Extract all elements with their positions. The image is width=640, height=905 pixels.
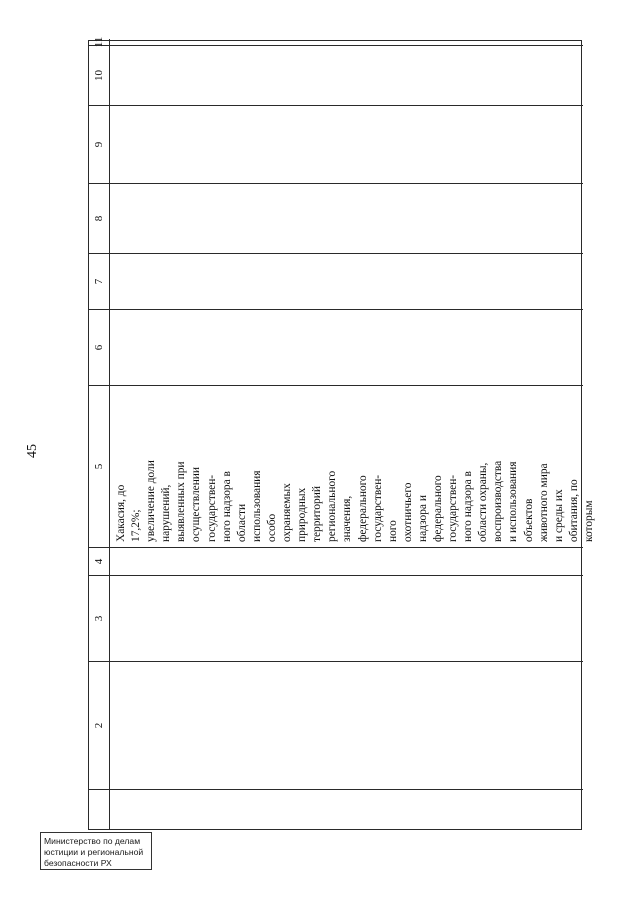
column5-line: осуществлении (190, 467, 203, 542)
stamp-line: Министерство по делам (44, 836, 141, 846)
column5-line: и среды их (552, 489, 565, 542)
body-cell-col-7 (110, 253, 583, 309)
stamp-line: юстиции и региональной (44, 847, 144, 857)
column5-line: ного надзора в (462, 471, 475, 542)
column5-line: ного надзора в (220, 471, 233, 542)
column5-line: области (235, 503, 248, 542)
column5-line: 17,2%; (130, 509, 143, 542)
body-cell-col-2 (110, 661, 583, 789)
column5-line: объектов (522, 498, 535, 542)
page-number: 45 (25, 444, 40, 458)
body-cell-col-5 (110, 385, 595, 547)
column5-line: охотничьего (401, 482, 414, 542)
column5-text (110, 386, 597, 547)
column5-line: федерального (356, 475, 369, 542)
body-cell-col-11 (110, 39, 583, 45)
column5-line: природных (296, 487, 309, 542)
stamp-line: безопасности РХ (44, 858, 112, 868)
column5-line: государствен- (447, 474, 460, 542)
header-cell-col-11: 11 (93, 36, 105, 48)
column5-line: воспроизводства (492, 460, 505, 542)
column5-line: которым (582, 500, 595, 542)
header-cell-col-3: 3 (89, 575, 109, 661)
header-cell-col-8: 8 (89, 183, 109, 253)
table-body-row (110, 39, 595, 829)
header-cell-col-7: 7 (89, 253, 109, 309)
header-cell-col-9: 9 (89, 105, 109, 183)
column5-line: надзора и (416, 495, 429, 542)
body-cell-col-8 (110, 183, 583, 253)
body-cell-blank (110, 789, 583, 829)
official-stamp (40, 832, 152, 870)
column5-line: охраняемых (281, 483, 294, 542)
column5-line: использования (250, 470, 263, 542)
column5-line: нарушений, (160, 484, 173, 542)
column5-line: выявленных при (175, 461, 188, 542)
column5-line: регионального (326, 470, 339, 542)
header-cell-col-2: 2 (89, 661, 109, 789)
header-cell-blank (89, 789, 109, 829)
column5-line: государствен- (205, 474, 218, 542)
column5-line: увеличение доли (145, 460, 158, 542)
header-cell-col-4: 4 (89, 547, 109, 575)
column5-line: животного мира (537, 463, 550, 542)
column5-line: территорий (311, 486, 324, 542)
body-cell-col-6 (110, 309, 583, 385)
column5-line: особо (265, 513, 278, 542)
column5-line: ного (386, 520, 399, 542)
rotated-table (88, 36, 595, 830)
column5-line: значения, (341, 495, 354, 542)
column5-line: Хакасия, до (115, 484, 127, 542)
header-cell-col-5: 5 (89, 385, 109, 547)
column5-line: и использования (507, 461, 520, 542)
header-cell-col-6: 6 (89, 309, 109, 385)
column5-line: федерального (431, 475, 444, 542)
column5-line: государствен- (371, 474, 384, 542)
column5-line: обитания, по (567, 479, 580, 542)
body-cell-col-3 (110, 575, 583, 661)
header-cell-col-10: 10 (89, 45, 109, 105)
body-cell-col-10 (110, 45, 583, 105)
body-cell-col-9 (110, 105, 583, 183)
body-cell-col-4 (110, 547, 583, 575)
table-header-row (89, 36, 110, 829)
column5-line: области охраны, (477, 462, 490, 542)
